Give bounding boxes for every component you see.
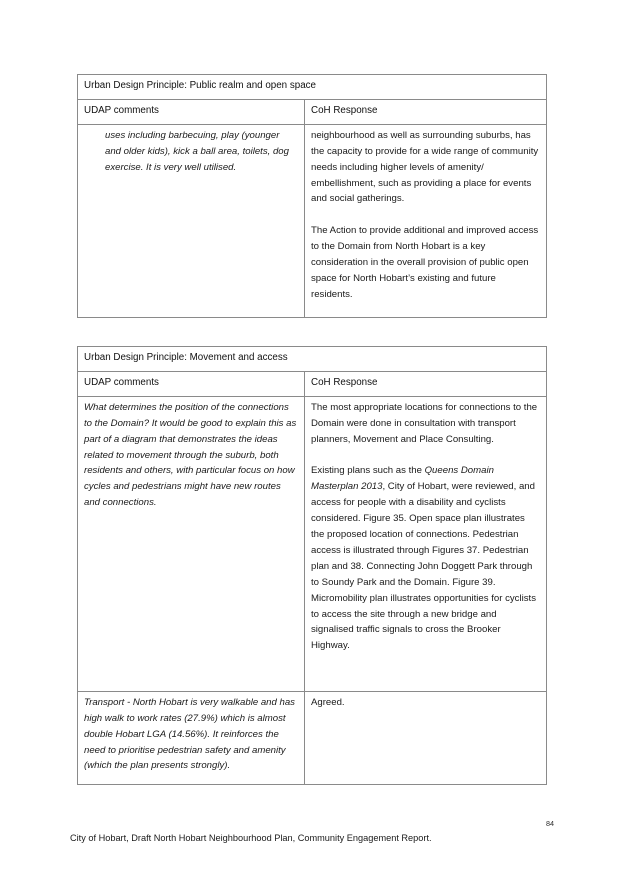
table-public-realm-and-open-space — [77, 74, 547, 318]
column-header-coh-response — [305, 371, 547, 396]
column-header-udap-comments — [78, 99, 305, 124]
coh-response-cell — [305, 396, 547, 691]
column-header-coh-label: CoH Response — [311, 104, 378, 116]
coh-response-cell — [305, 124, 547, 317]
udap-comment-paragraph: uses including barbecuing, play (younger and older kids), kick a ball area, toilets, dog exercise. It is very well utilised. — [105, 129, 289, 173]
table-row-principle-heading — [78, 75, 547, 100]
udap-comment-paragraph: What determines the position of the connections to the Domain? It would be good to explain this as part of a diagram that demonstrates the ideas related to movement through the suburb, both residents and others, with particular focus on how cycles and pedestrians might have new routes and connections. — [84, 401, 297, 509]
udap-comment-cell — [78, 396, 305, 691]
principle-heading-text: Urban Design Principle: Movement and access — [84, 352, 288, 363]
table-row — [78, 691, 547, 784]
principle-heading-cell — [78, 75, 547, 100]
principle-heading-cell — [78, 347, 547, 372]
coh-response-paragraph: Agreed. — [311, 696, 345, 708]
udap-comment-paragraph: Transport - North Hobart is very walkable and has high walk to work rates (27.9%) which is almost double Hobart LGA (14.56%). It reinforces the need to prioritise pedestrian safety and amenity (which the plan presents strongly). — [84, 696, 295, 772]
table-movement-and-access — [77, 346, 547, 785]
column-header-udap-label: UDAP comments — [84, 104, 159, 116]
coh-response-paragraph: Existing plans such as the Queens Domain Masterplan 2013, City of Hobart, were reviewed, and access for people with a disability and cyclists considered. Figure 35. Open space plan illustrates the proposed location of connections. Pedestrian access is illustrated through Figures 37. Pedestrian plan and 38. Connecting John Doggett Park through to Soundy Park and the Domain. Figure 39. Micromobility plan illustrates opportunities for cyclists to access the site through a new bridge and signalised traffic signals to cross the Brooker Highway. — [311, 465, 536, 652]
table-row — [78, 396, 547, 691]
page-number: 84 — [546, 819, 554, 828]
coh-response-paragraph: neighbourhood as well as surrounding suburbs, has the capacity to provide for a wide range of community needs including higher levels of amenity/ embellishment, such as providing a place for events and social gatherings. — [311, 129, 539, 205]
udap-comment-cell — [78, 691, 305, 784]
udap-comment-cell — [78, 124, 305, 317]
coh-response-cell — [305, 691, 547, 784]
coh-response-paragraph: The most appropriate locations for connections to the Domain were done in consultation with transport planners, Movement and Place Consulting. — [311, 401, 538, 445]
table-row-column-headers — [78, 371, 547, 396]
coh-response-paragraph: The Action to provide additional and improved access to the Domain from North Hobart is a key consideration in the overall provision of public open space for North Hobart’s existing and future residents. — [311, 225, 539, 300]
footer-citation: City of Hobart, Draft North Hobart Neighbourhood Plan, Community Engagement Report. — [70, 833, 432, 843]
principle-heading-text: Urban Design Principle: Public realm and open space — [84, 80, 316, 91]
column-header-coh-response — [305, 99, 547, 124]
column-header-udap-comments — [78, 371, 305, 396]
table-row-principle-heading — [78, 347, 547, 372]
column-header-coh-label: CoH Response — [311, 376, 378, 388]
table-row — [78, 124, 547, 317]
column-header-udap-label: UDAP comments — [84, 376, 159, 388]
table-row-column-headers — [78, 99, 547, 124]
